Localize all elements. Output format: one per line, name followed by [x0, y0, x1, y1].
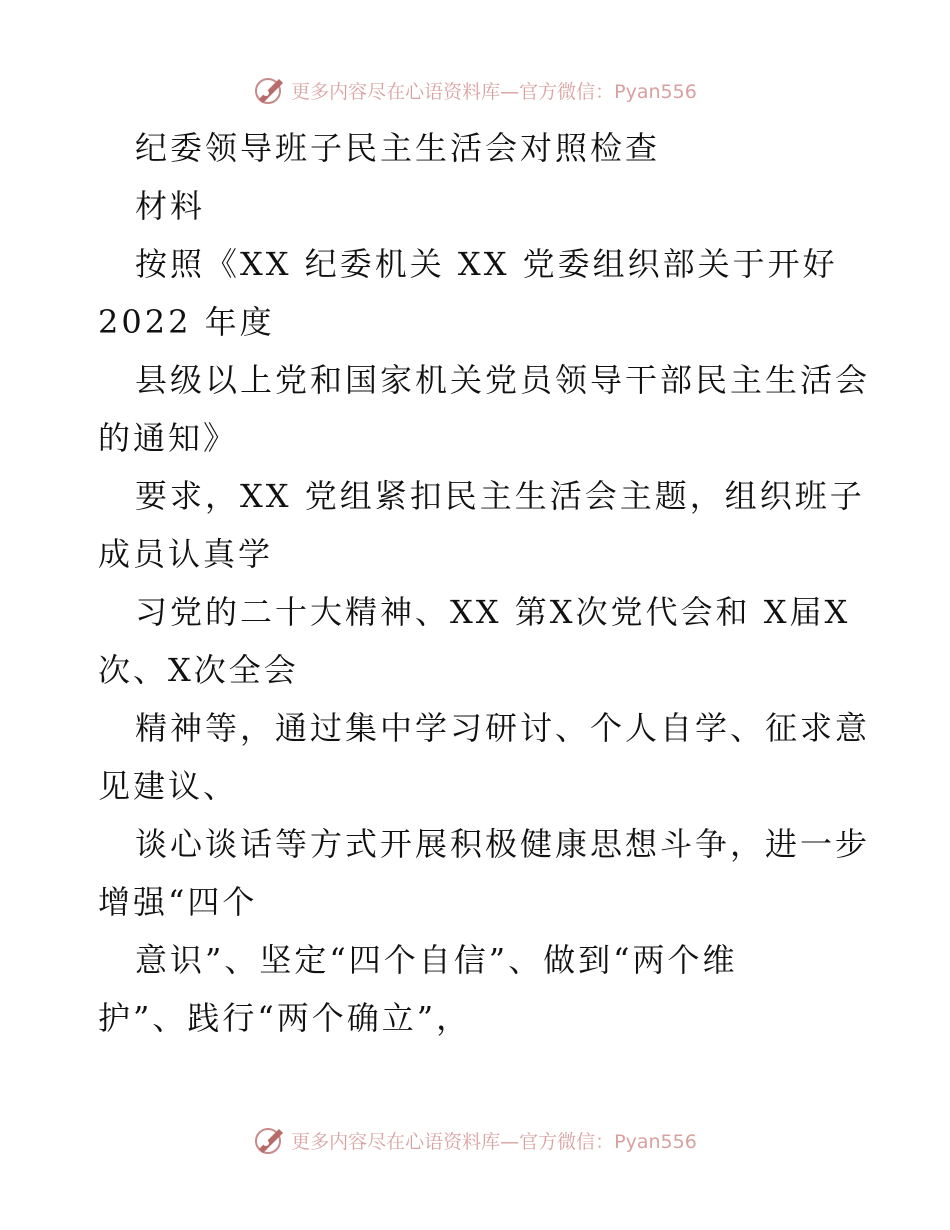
header-watermark — [0, 70, 950, 110]
text-line: 要求，XX 党组紧扣民主生活会主题，组织班子 — [135, 477, 865, 515]
text-line: 纪委领导班子民主生活会对照检查 — [135, 129, 661, 167]
watermark-text: 更多内容尽在心语资料库—官方微信：Pyan556 — [291, 80, 697, 103]
text-line: 意识”、坚定“四个自信”、做到“两个维 — [135, 941, 738, 979]
pen-logo-icon — [253, 73, 287, 107]
watermark-text: 更多内容尽在心语资料库—官方微信：Pyan556 — [291, 1130, 697, 1153]
text-line: 谈心谈话等方式开展积极健康思想斗争，进一步 — [135, 825, 871, 863]
text-line: 县级以上党和国家机关党员领导干部民主生活会 — [135, 361, 871, 399]
text-line: 的通知》 — [98, 419, 239, 457]
text-line: 精神等，通过集中学习研讨、个人自学、征求意 — [135, 709, 871, 747]
text-line: 材料 — [135, 187, 206, 225]
pen-logo-icon — [253, 1123, 287, 1157]
text-line: 次、X次全会 — [98, 651, 299, 689]
text-line: 见建议、 — [98, 767, 239, 805]
text-line: 习党的二十大精神、XX 第X次党代会和 X届X — [135, 593, 851, 631]
text-line: 2022 年度 — [98, 303, 275, 341]
footer-watermark — [0, 1120, 950, 1160]
text-line: 按照《XX 纪委机关 XX 党委组织部关于开好 — [135, 245, 838, 283]
text-line: 成员认真学 — [98, 535, 274, 573]
text-line: 增强“四个 — [98, 883, 258, 921]
text-line: 护”、践行“两个确立”， — [98, 999, 472, 1037]
